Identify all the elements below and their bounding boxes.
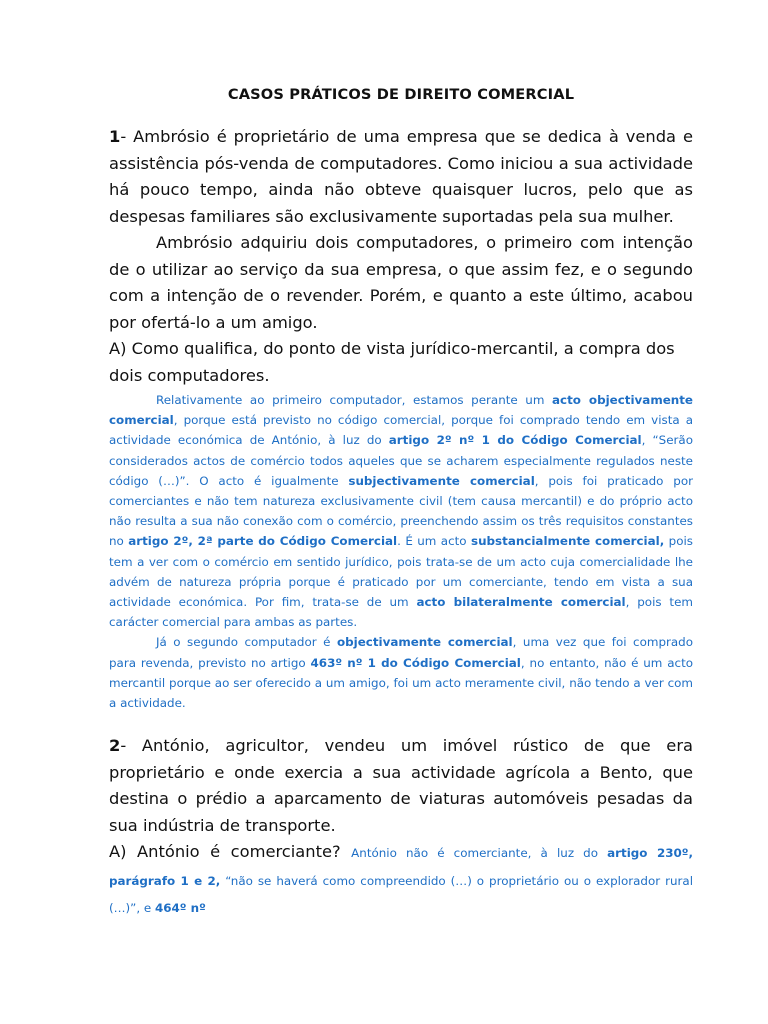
- bold-run: acto bilateralmente comercial: [416, 595, 626, 610]
- case2-question-a-text: A) António é comerciante?: [109, 842, 352, 862]
- case2-paragraph1-text: - António, agricultor, vendeu um imóvel rústico de que era proprietário e onde exercia a sua actividade agrícola a Bento, que destina o prédio a aparcamento de viaturas automóveis pesadas da sua indústria de transporte.: [109, 736, 693, 835]
- bold-run: 464º nº: [154, 901, 206, 916]
- case1-paragraph2: Ambrósio adquiriu dois computadores, o primeiro com intenção de o utilizar ao serviço da sua empresa, o que assim fez, e o segundo com a intenção de o revender. Porém, e quanto a este último, acabou por ofertá-lo a um amigo.: [109, 233, 693, 332]
- bold-run: artigo 230º, parágrafo 1 e 2,: [109, 846, 693, 888]
- bold-run: objectivamente comercial: [336, 635, 513, 650]
- case2-question-a: [109, 839, 693, 922]
- text-run: , porque está previsto no código comercial, porque foi comprado tendo em vista a actividade económica de António, à luz do: [109, 413, 693, 448]
- document-page: [109, 84, 693, 922]
- text-run: , no entanto, não é um acto mercantil porque ao ser oferecido a um amigo, foi um acto meramente civil, não tendo a ver com a actividade.: [109, 655, 694, 711]
- bold-run: 463º nº 1 do Código Comercial: [310, 655, 521, 670]
- case1-question-a: A) Como qualifica, do ponto de vista jurídico-mercantil, a compra dos dois computadores.: [109, 339, 675, 385]
- text-run: Já o segundo computador é: [156, 635, 337, 650]
- text-run: , “Serão considerados actos de comércio todos aqueles que se acharem especialmente regulados neste código (…)”. O acto é igualmente: [109, 433, 693, 488]
- bold-run: substancialmente comercial,: [471, 534, 665, 549]
- bold-run: artigo 2º nº 1 do Código Comercial: [388, 433, 642, 448]
- bold-run: artigo 2º, 2ª parte do Código Comercial: [128, 534, 398, 549]
- text-run: , pois foi praticado por comerciantes e não tem natureza exclusivamente civil (tem causa mercantil) e do próprio acto não resulta a sua não conexão com o comércio, preenchendo assim os três requisitos constantes no: [109, 473, 693, 549]
- case1-paragraph1: [109, 124, 693, 230]
- text-run: , uma vez que foi comprado para revenda, previsto no artigo: [109, 635, 693, 670]
- text-run: pois tem a ver com o comércio em sentido jurídico, pois trata-se de um acto cuja comercialidade lhe advém de natureza própria porque é praticado por um comerciante, tendo em vista a sua actividade económica. Por fim, trata-se de um: [109, 534, 694, 610]
- case1-number: 1: [109, 127, 121, 146]
- text-run: . É um acto: [397, 534, 471, 549]
- case2-number: 2: [109, 736, 121, 756]
- text-run: Relativamente ao primeiro computador, estamos perante um: [156, 393, 553, 407]
- bold-run: subjectivamente comercial: [348, 473, 535, 488]
- text-run: “não se haverá como compreendido (…) o proprietário ou o explorador rural (…)”, e: [109, 873, 693, 916]
- case1-answer2: [109, 632, 693, 713]
- text-run: António não é comerciante, à luz do: [351, 846, 608, 861]
- case1-paragraph1-text: - Ambrósio é proprietário de uma empresa que se dedica à venda e assistência pós-venda de computadores. Como iniciou a sua actividade há pouco tempo, ainda não obteve quaisquer lucros, pelo que as despesas familiares são exclusivamente suportadas pela sua mulher.: [109, 127, 693, 226]
- page-title: CASOS PRÁTICOS DE DIREITO COMERCIAL: [227, 86, 575, 103]
- case1-answer1: [109, 390, 693, 632]
- case2-paragraph1: [109, 733, 693, 839]
- bold-run: acto objectivamente comercial: [109, 393, 693, 428]
- text-run: , pois tem carácter comercial para ambas as partes.: [109, 595, 693, 630]
